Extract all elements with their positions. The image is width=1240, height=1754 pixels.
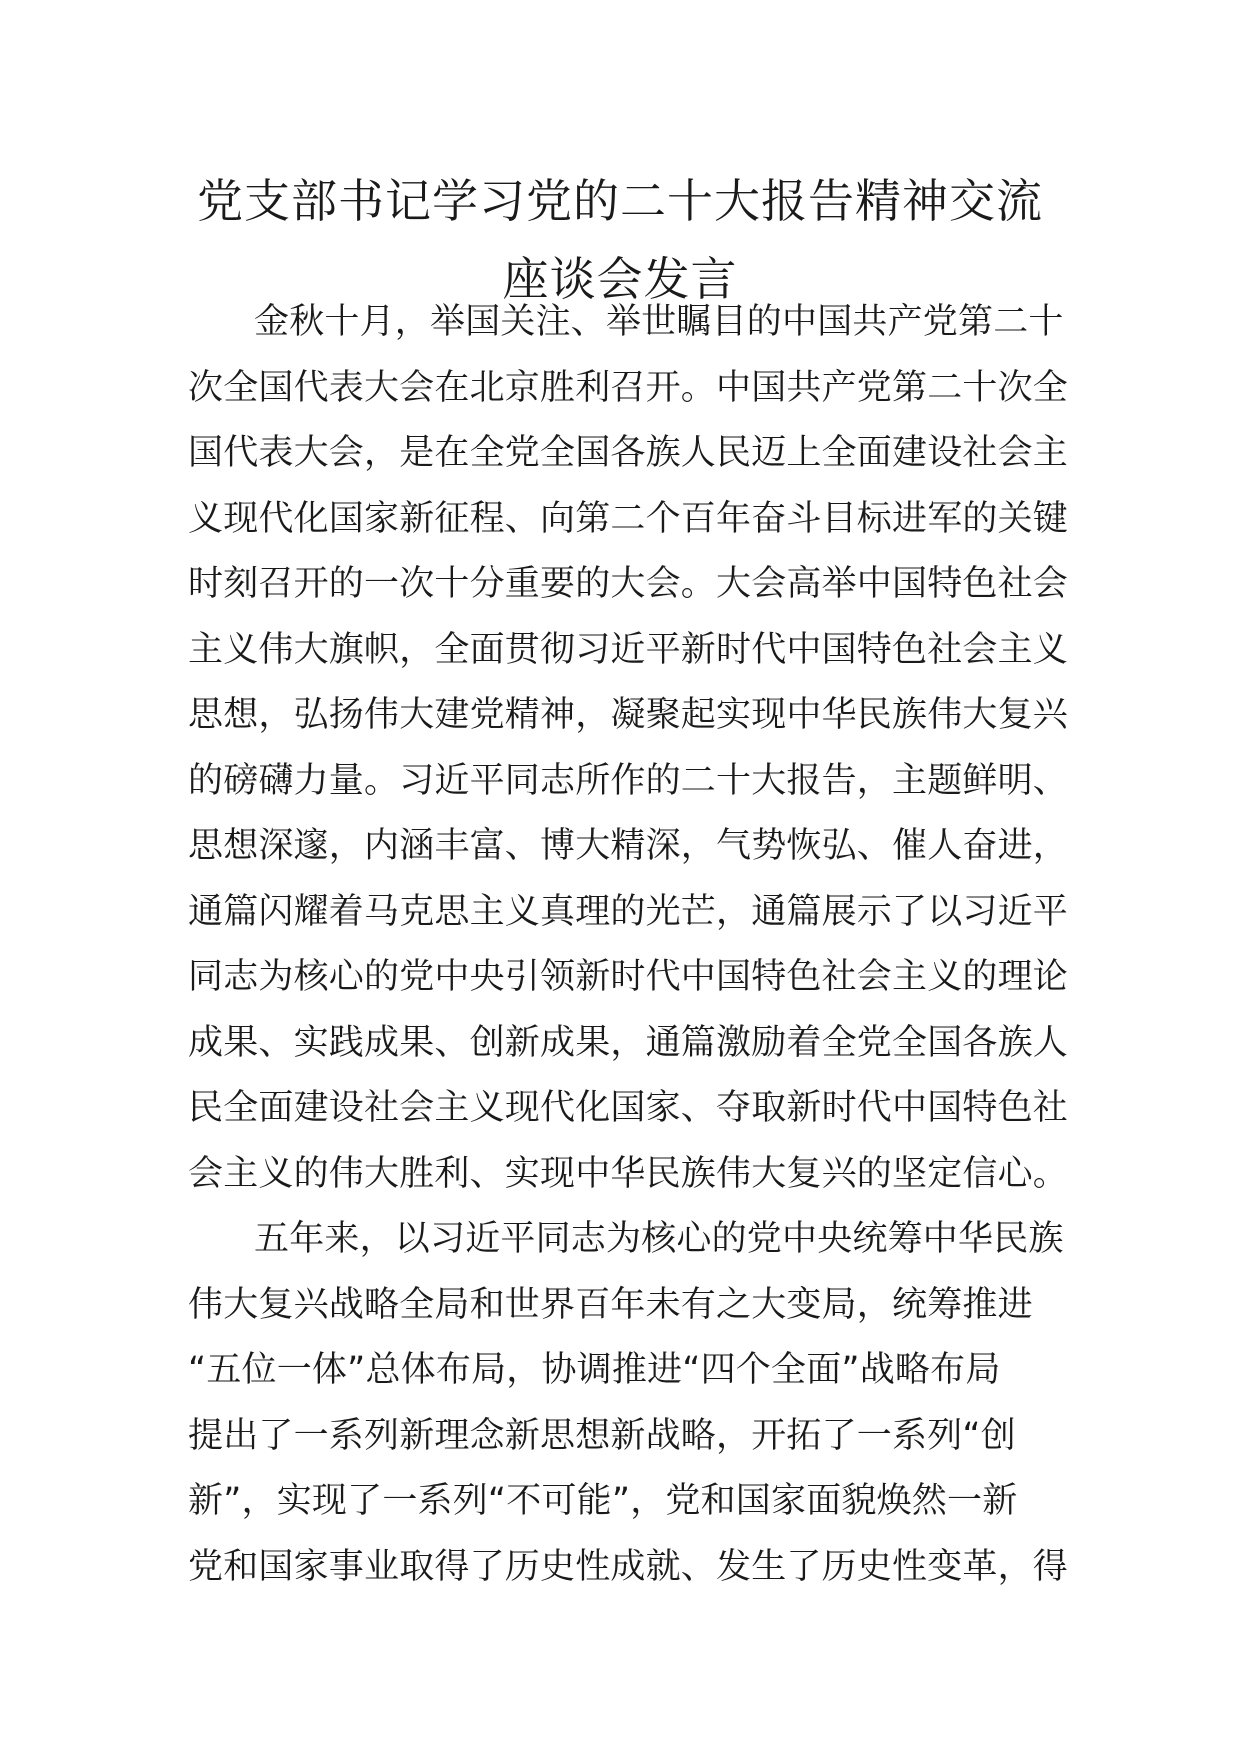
body-text-line: 义现代化国家新征程、向第二个百年奋斗目标进军的关键 [188, 498, 1069, 539]
body-text-line: 国代表大会，是在全党全国各族人民迈上全面建设社会主 [188, 433, 1069, 473]
body-text-line: 新”，实现了一系列“不可能”，党和国家面貌焕然一新 [188, 1481, 1018, 1521]
body-text-line: 民全面建设社会主义现代化国家、夺取新时代中国特色社 [188, 1088, 1069, 1128]
body-text-line: 时刻召开的一次十分重要的大会。大会高举中国特色社会 [188, 564, 1069, 604]
body-text-line: 通篇闪耀着马克思主义真理的光芒，通篇展示了以习近平 [188, 891, 1069, 932]
body-text-line: 同志为核心的党中央引领新时代中国特色社会主义的理论 [188, 957, 1069, 997]
body-text-line: 提出了一系列新理念新思想新战略，开拓了一系列“创 [188, 1415, 1016, 1456]
document-body [188, 290, 1069, 1600]
body-text-line: 金秋十月，举国关注、举世瞩目的中国共产党第二十 [254, 302, 1064, 342]
body-text-line: 五年来，以习近平同志为核心的党中央统筹中华民族 [254, 1219, 1064, 1259]
body-text-line: 次全国代表大会在北京胜利召开。中国共产党第二十次全 [188, 367, 1069, 408]
body-text-line: 思想深邃，内涵丰富、博大精深，气势恢弘、催人奋进， [188, 826, 1069, 866]
body-text-line: 党和国家事业取得了历史性成就、发生了历史性变革，得 [188, 1546, 1069, 1587]
body-text-line: 成果、实践成果、创新成果，通篇激励着全党全国各族人 [188, 1022, 1069, 1063]
body-text-line: “五位一体”总体布局，协调推进“四个全面”战略布局 [188, 1350, 1001, 1390]
title-line-2: 座谈会发言 [502, 252, 738, 306]
body-text-line: 伟大复兴战略全局和世界百年未有之大变局，统筹推进 [188, 1284, 1033, 1325]
title-line-1: 党支部书记学习党的二十大报告精神交流 [197, 174, 1043, 228]
body-text-line: 思想，弘扬伟大建党精神，凝聚起实现中华民族伟大复兴 [188, 695, 1069, 735]
body-text-line: 主义伟大旗帜，全面贯彻习近平新时代中国特色社会主义 [188, 629, 1069, 670]
body-text-line: 的磅礴力量。习近平同志所作的二十大报告，主题鲜明、 [188, 760, 1069, 801]
body-text-line: 会主义的伟大胜利、实现中华民族伟大复兴的坚定信心。 [188, 1153, 1069, 1194]
